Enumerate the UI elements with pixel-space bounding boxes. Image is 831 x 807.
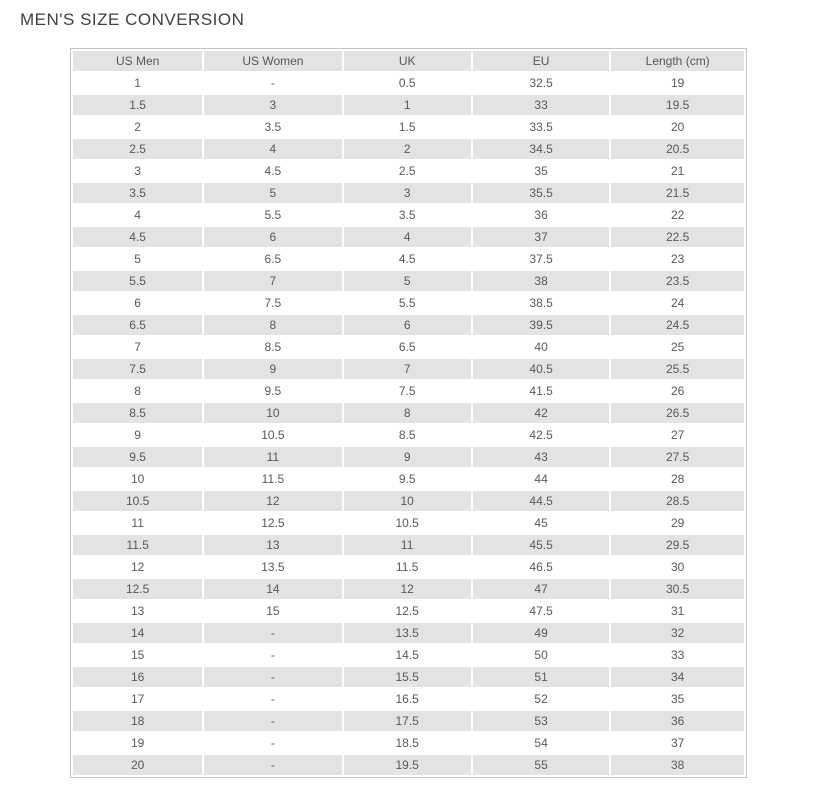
cell: 22.5 bbox=[611, 227, 744, 247]
cell: 50 bbox=[473, 645, 610, 665]
cell: 18.5 bbox=[344, 733, 471, 753]
cell: 10 bbox=[344, 491, 471, 511]
cell: 38 bbox=[611, 755, 744, 775]
cell: 11 bbox=[73, 513, 202, 533]
cell: 25 bbox=[611, 337, 744, 357]
cell: - bbox=[204, 623, 341, 643]
cell: 10 bbox=[204, 403, 341, 423]
cell: 3 bbox=[344, 183, 471, 203]
cell: 38.5 bbox=[473, 293, 610, 313]
cell: 23 bbox=[611, 249, 744, 269]
cell: 37.5 bbox=[473, 249, 610, 269]
cell: 33.5 bbox=[473, 117, 610, 137]
cell: 7.5 bbox=[73, 359, 202, 379]
cell: 2 bbox=[73, 117, 202, 137]
cell: 8 bbox=[73, 381, 202, 401]
column-header: US Women bbox=[204, 51, 341, 71]
cell: 21.5 bbox=[611, 183, 744, 203]
table-row bbox=[73, 271, 744, 291]
cell: 9 bbox=[73, 425, 202, 445]
header-row bbox=[73, 51, 744, 71]
table-header bbox=[73, 51, 744, 71]
cell: 3 bbox=[73, 161, 202, 181]
table-row bbox=[73, 205, 744, 225]
cell: 19.5 bbox=[344, 755, 471, 775]
cell: 14.5 bbox=[344, 645, 471, 665]
column-header: Length (cm) bbox=[611, 51, 744, 71]
table-row bbox=[73, 337, 744, 357]
cell: - bbox=[204, 73, 341, 93]
cell: 35 bbox=[611, 689, 744, 709]
cell: 6 bbox=[73, 293, 202, 313]
cell: 4 bbox=[204, 139, 341, 159]
table-row bbox=[73, 381, 744, 401]
table-row bbox=[73, 315, 744, 335]
cell: 13 bbox=[73, 601, 202, 621]
table-row bbox=[73, 579, 744, 599]
cell: 11 bbox=[344, 535, 471, 555]
cell: 26.5 bbox=[611, 403, 744, 423]
cell: 5 bbox=[204, 183, 341, 203]
cell: 49 bbox=[473, 623, 610, 643]
table-row bbox=[73, 117, 744, 137]
cell: 15 bbox=[204, 601, 341, 621]
cell: 6.5 bbox=[344, 337, 471, 357]
table-row bbox=[73, 227, 744, 247]
cell: 17 bbox=[73, 689, 202, 709]
cell: - bbox=[204, 733, 341, 753]
cell: 13 bbox=[204, 535, 341, 555]
cell: 29.5 bbox=[611, 535, 744, 555]
cell: 16 bbox=[73, 667, 202, 687]
cell: 37 bbox=[473, 227, 610, 247]
cell: 32.5 bbox=[473, 73, 610, 93]
table-row bbox=[73, 95, 744, 115]
cell: 14 bbox=[204, 579, 341, 599]
cell: 24.5 bbox=[611, 315, 744, 335]
column-header: EU bbox=[473, 51, 610, 71]
cell: 21 bbox=[611, 161, 744, 181]
cell: 42 bbox=[473, 403, 610, 423]
page-title: MEN'S SIZE CONVERSION bbox=[20, 10, 245, 29]
cell: 12.5 bbox=[73, 579, 202, 599]
column-header: UK bbox=[344, 51, 471, 71]
cell: 3 bbox=[204, 95, 341, 115]
cell: 47.5 bbox=[473, 601, 610, 621]
cell: 12.5 bbox=[204, 513, 341, 533]
cell: 34 bbox=[611, 667, 744, 687]
cell: 8.5 bbox=[73, 403, 202, 423]
table-row bbox=[73, 535, 744, 555]
cell: 1 bbox=[344, 95, 471, 115]
cell: 31 bbox=[611, 601, 744, 621]
cell: 1.5 bbox=[344, 117, 471, 137]
cell: 19.5 bbox=[611, 95, 744, 115]
cell: 6.5 bbox=[204, 249, 341, 269]
cell: 11 bbox=[204, 447, 341, 467]
cell: 11.5 bbox=[204, 469, 341, 489]
table-row bbox=[73, 161, 744, 181]
table-row bbox=[73, 73, 744, 93]
cell: 5.5 bbox=[344, 293, 471, 313]
cell: 4 bbox=[344, 227, 471, 247]
cell: 10.5 bbox=[73, 491, 202, 511]
cell: 45 bbox=[473, 513, 610, 533]
cell: 7.5 bbox=[204, 293, 341, 313]
cell: - bbox=[204, 645, 341, 665]
cell: 20 bbox=[611, 117, 744, 137]
cell: 35.5 bbox=[473, 183, 610, 203]
cell: 47 bbox=[473, 579, 610, 599]
cell: 24 bbox=[611, 293, 744, 313]
cell: 5 bbox=[73, 249, 202, 269]
cell: 9 bbox=[344, 447, 471, 467]
cell: 44.5 bbox=[473, 491, 610, 511]
cell: 2 bbox=[344, 139, 471, 159]
cell: 1.5 bbox=[73, 95, 202, 115]
cell: 11.5 bbox=[73, 535, 202, 555]
cell: 6.5 bbox=[73, 315, 202, 335]
table-row bbox=[73, 447, 744, 467]
cell: 7.5 bbox=[344, 381, 471, 401]
cell: 9.5 bbox=[344, 469, 471, 489]
cell: 12 bbox=[204, 491, 341, 511]
cell: 28 bbox=[611, 469, 744, 489]
cell: 6 bbox=[204, 227, 341, 247]
cell: 19 bbox=[611, 73, 744, 93]
cell: 15.5 bbox=[344, 667, 471, 687]
cell: - bbox=[204, 755, 341, 775]
cell: 13.5 bbox=[204, 557, 341, 577]
cell: 45.5 bbox=[473, 535, 610, 555]
cell: 26 bbox=[611, 381, 744, 401]
cell: 40.5 bbox=[473, 359, 610, 379]
cell: 4.5 bbox=[344, 249, 471, 269]
cell: 8 bbox=[344, 403, 471, 423]
cell: 20.5 bbox=[611, 139, 744, 159]
cell: 36 bbox=[611, 711, 744, 731]
table-row bbox=[73, 469, 744, 489]
table-row bbox=[73, 645, 744, 665]
cell: 33 bbox=[473, 95, 610, 115]
cell: 9.5 bbox=[204, 381, 341, 401]
table-row bbox=[73, 557, 744, 577]
cell: 14 bbox=[73, 623, 202, 643]
cell: 9.5 bbox=[73, 447, 202, 467]
table-row bbox=[73, 183, 744, 203]
cell: 4 bbox=[73, 205, 202, 225]
table-row bbox=[73, 623, 744, 643]
cell: 30 bbox=[611, 557, 744, 577]
cell: 41.5 bbox=[473, 381, 610, 401]
column-header: US Men bbox=[73, 51, 202, 71]
cell: 12 bbox=[344, 579, 471, 599]
cell: 19 bbox=[73, 733, 202, 753]
cell: 53 bbox=[473, 711, 610, 731]
cell: 16.5 bbox=[344, 689, 471, 709]
cell: 10.5 bbox=[204, 425, 341, 445]
cell: 11.5 bbox=[344, 557, 471, 577]
table-row bbox=[73, 689, 744, 709]
cell: 8.5 bbox=[344, 425, 471, 445]
table-row bbox=[73, 249, 744, 269]
table-row bbox=[73, 403, 744, 423]
cell: 23.5 bbox=[611, 271, 744, 291]
cell: 52 bbox=[473, 689, 610, 709]
cell: 13.5 bbox=[344, 623, 471, 643]
cell: 46.5 bbox=[473, 557, 610, 577]
table-row bbox=[73, 711, 744, 731]
cell: 3.5 bbox=[204, 117, 341, 137]
cell: 5.5 bbox=[73, 271, 202, 291]
cell: 8 bbox=[204, 315, 341, 335]
cell: 54 bbox=[473, 733, 610, 753]
cell: 7 bbox=[204, 271, 341, 291]
cell: 27 bbox=[611, 425, 744, 445]
table-row bbox=[73, 139, 744, 159]
cell: 4.5 bbox=[204, 161, 341, 181]
cell: 8.5 bbox=[204, 337, 341, 357]
cell: 6 bbox=[344, 315, 471, 335]
cell: 28.5 bbox=[611, 491, 744, 511]
table-row bbox=[73, 601, 744, 621]
cell: 35 bbox=[473, 161, 610, 181]
table-row bbox=[73, 513, 744, 533]
cell: 12 bbox=[73, 557, 202, 577]
size-conversion-table bbox=[70, 48, 747, 778]
cell: 10.5 bbox=[344, 513, 471, 533]
cell: 37 bbox=[611, 733, 744, 753]
cell: 22 bbox=[611, 205, 744, 225]
cell: 29 bbox=[611, 513, 744, 533]
cell: 0.5 bbox=[344, 73, 471, 93]
cell: 20 bbox=[73, 755, 202, 775]
cell: 32 bbox=[611, 623, 744, 643]
cell: - bbox=[204, 667, 341, 687]
cell: 3.5 bbox=[73, 183, 202, 203]
cell: 17.5 bbox=[344, 711, 471, 731]
table-row bbox=[73, 293, 744, 313]
cell: 30.5 bbox=[611, 579, 744, 599]
cell: 36 bbox=[473, 205, 610, 225]
cell: 39.5 bbox=[473, 315, 610, 335]
cell: 2.5 bbox=[73, 139, 202, 159]
cell: 2.5 bbox=[344, 161, 471, 181]
cell: 40 bbox=[473, 337, 610, 357]
table-row bbox=[73, 667, 744, 687]
cell: 7 bbox=[73, 337, 202, 357]
cell: 3.5 bbox=[344, 205, 471, 225]
cell: 25.5 bbox=[611, 359, 744, 379]
table-row bbox=[73, 425, 744, 445]
cell: 4.5 bbox=[73, 227, 202, 247]
cell: - bbox=[204, 711, 341, 731]
cell: 38 bbox=[473, 271, 610, 291]
cell: 55 bbox=[473, 755, 610, 775]
cell: 5 bbox=[344, 271, 471, 291]
table-row bbox=[73, 733, 744, 753]
table-row bbox=[73, 755, 744, 775]
cell: 42.5 bbox=[473, 425, 610, 445]
cell: 15 bbox=[73, 645, 202, 665]
cell: 12.5 bbox=[344, 601, 471, 621]
cell: 33 bbox=[611, 645, 744, 665]
cell: 9 bbox=[204, 359, 341, 379]
table-row bbox=[73, 491, 744, 511]
cell: 18 bbox=[73, 711, 202, 731]
cell: 51 bbox=[473, 667, 610, 687]
cell: 27.5 bbox=[611, 447, 744, 467]
table-body bbox=[73, 73, 744, 775]
cell: 7 bbox=[344, 359, 471, 379]
cell: 34.5 bbox=[473, 139, 610, 159]
cell: 44 bbox=[473, 469, 610, 489]
cell: 5.5 bbox=[204, 205, 341, 225]
table-row bbox=[73, 359, 744, 379]
cell: 1 bbox=[73, 73, 202, 93]
cell: 10 bbox=[73, 469, 202, 489]
cell: - bbox=[204, 689, 341, 709]
cell: 43 bbox=[473, 447, 610, 467]
